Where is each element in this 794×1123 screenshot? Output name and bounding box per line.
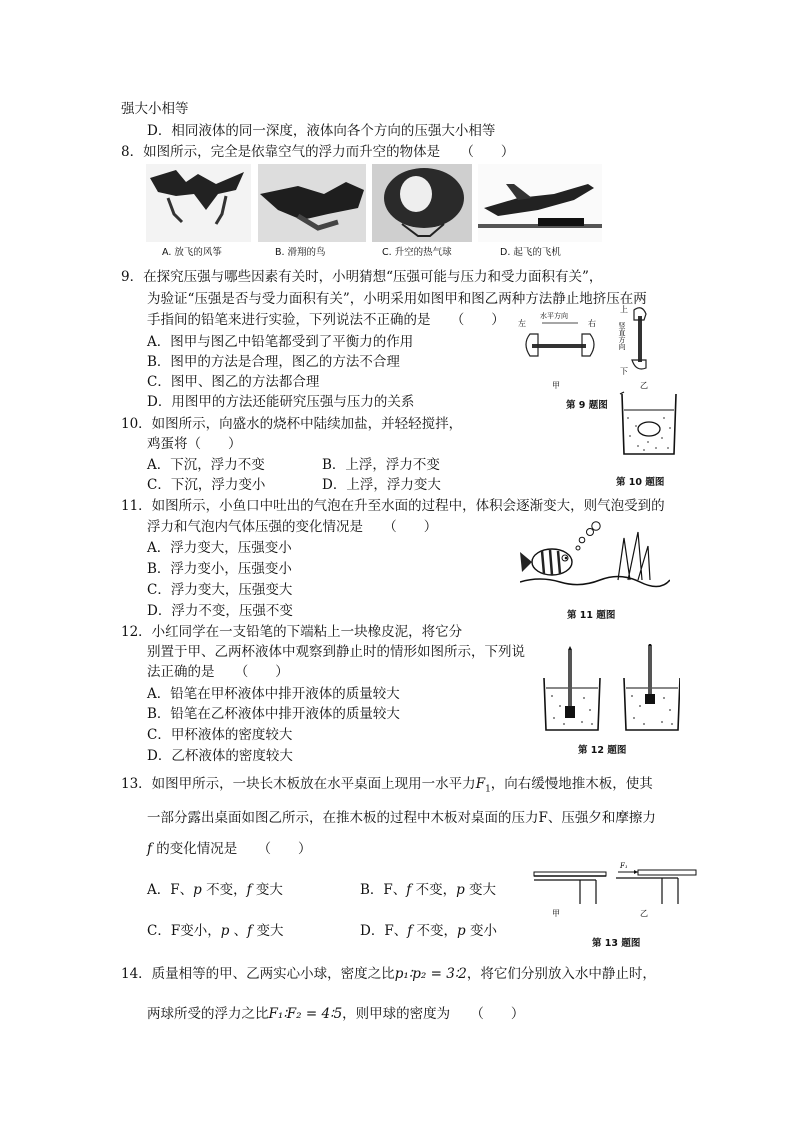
fig9-jia: 甲 [552, 381, 560, 390]
question-13-line1: 13．如图甲所示，一块长木板放在水平桌面上现用一水平力$F_1$，向右缓慢地推木板，使其 [121, 776, 653, 795]
figure-9-caption: 第 9 题图 [566, 400, 608, 411]
figure-10-caption: 第 10 题图 [616, 477, 665, 488]
question-14-line2: 两球所受的浮力之比F₁∶F₂ = 4∶5，则甲球的密度为 （ ） [147, 1006, 525, 1022]
question-12-option-d: D．乙杯液体的密度较大 [147, 748, 293, 764]
question-9-line3: 手指间的铅笔来进行实验，下列说法不正确的是 （ ） [147, 312, 505, 328]
figure-13-caption: 第 13 题图 [592, 938, 641, 949]
question-12-option-c: C．甲杯液体的密度较大 [147, 727, 293, 743]
question-13-option-a: A．F、p 不变，f 变大 [147, 882, 283, 898]
hot-air-balloon-photo [372, 164, 472, 242]
fig9-down: 下 [620, 367, 628, 376]
question-10-option-a: A．下沉，浮力不变 [147, 457, 265, 473]
question-12-line3: 法正确的是 （ ） [147, 664, 289, 680]
question-10-line1: 10．如图所示，向盛水的烧杯中陆续加盐，并轻轻搅拌， [121, 416, 463, 432]
question-9-option-d: D．用图甲的方法还能研究压强与压力的关系 [147, 394, 415, 410]
fig9-vdir: 竖直方向 [618, 322, 626, 350]
figure-11-caption: 第 11 题图 [567, 610, 616, 621]
caption-c: C. 升空的热气球 [382, 247, 452, 258]
fig13-jia: 甲 [552, 909, 560, 918]
question-13-line3: f 的变化情况是 （ ） [147, 841, 312, 857]
question-11-line1: 11．如图所示，小鱼口中吐出的气泡在升至水面的过程中，体积会逐渐变大，则气泡受到的 [121, 498, 665, 514]
question-11-option-a: A．浮力变大，压强变小 [147, 540, 292, 556]
fig13-yi: 乙 [640, 909, 648, 918]
caption-d: D. 起飞的飞机 [500, 247, 561, 258]
question-9-option-a: A．图甲与图乙中铅笔都受到了平衡力的作用 [147, 334, 414, 350]
question-12-line2: 别置于甲、乙两杯液体中观察到静止时的情形如图所示，下列说 [147, 644, 525, 660]
fig9-left: 左 [518, 319, 526, 328]
kite-photo [146, 164, 251, 242]
figure-11-fish [520, 518, 670, 590]
question-10-option-d: D．上浮，浮力变大 [322, 477, 441, 493]
question-14-line1: 14．质量相等的甲、乙两实心小球，密度之比p₁∶p₂ = 3∶2，将它们分别放入水中静止时， [121, 966, 656, 982]
question-12-line1: 12．小红同学在一支铅笔的下端粘上一块橡皮泥，将它分 [121, 624, 463, 640]
question-13-option-c: C．F变小，p 、f 变大 [147, 923, 284, 939]
bird-photo [258, 164, 366, 242]
figure-13-boards [532, 858, 698, 922]
question-11-option-d: D．浮力不变，压强不变 [147, 603, 293, 619]
question-13-option-d: D．F、f 不变，p 变小 [360, 923, 497, 939]
question-13-option-b: B．F、f 不变，p 变大 [360, 882, 497, 898]
figure-10-beaker [618, 390, 680, 458]
question-9-line2: 为验证“压强是否与受力面积有关”，小明采用如图甲和图乙两种方法静止地挤压在两 [147, 291, 647, 307]
question-11-option-b: B．浮力变小，压强变小 [147, 561, 292, 577]
option-d-prev: D．相同液体的同一深度，液体向各个方向的压强大小相等 [147, 123, 496, 139]
fig9-right: 右 [588, 319, 596, 328]
caption-b: B. 滑翔的鸟 [275, 247, 326, 258]
question-12-option-a: A．铅笔在甲杯液体中排开液体的质量较大 [147, 686, 400, 702]
fig9-yi: 乙 [640, 381, 648, 390]
continued-line: 强大小相等 [121, 101, 189, 117]
airplane-photo [478, 164, 602, 242]
question-11-option-c: C．浮力变大，压强变大 [147, 582, 293, 598]
question-10-option-b: B．上浮，浮力不变 [322, 457, 440, 473]
figure-12-caption: 第 12 题图 [578, 745, 627, 756]
question-9-option-c: C．图甲、图乙的方法都合理 [147, 374, 320, 390]
question-8: 8．如图所示，完全是依靠空气的浮力而升空的物体是 （ ） [121, 144, 515, 160]
fig9-dir: 水平方向 [540, 312, 568, 320]
question-12-option-b: B．铅笔在乙杯液体中排开液体的质量较大 [147, 706, 400, 722]
question-10-option-c: C．下沉，浮力变小 [147, 477, 266, 493]
caption-a: A. 放飞的风筝 [162, 247, 222, 258]
fig9-up: 上 [620, 305, 628, 314]
question-11-line2: 浮力和气泡内气体压强的变化情况是 （ ） [147, 519, 438, 535]
question-10-line2: 鸡蛋将（ ） [147, 436, 242, 452]
fig13-force: F₁ [620, 862, 628, 870]
question-13-line2: 一部分露出桌面如图乙所示，在推木板的过程中木板对桌面的压力F、压强夕和摩擦力 [147, 810, 656, 826]
figure-12-cups [540, 644, 680, 734]
question-9-option-b: B．图甲的方法是合理，图乙的方法不合理 [147, 354, 400, 370]
question-9-line1: 9．在探究压强与哪些因素有关时，小明猜想“压强可能与压力和受力面积有关”， [121, 269, 603, 285]
